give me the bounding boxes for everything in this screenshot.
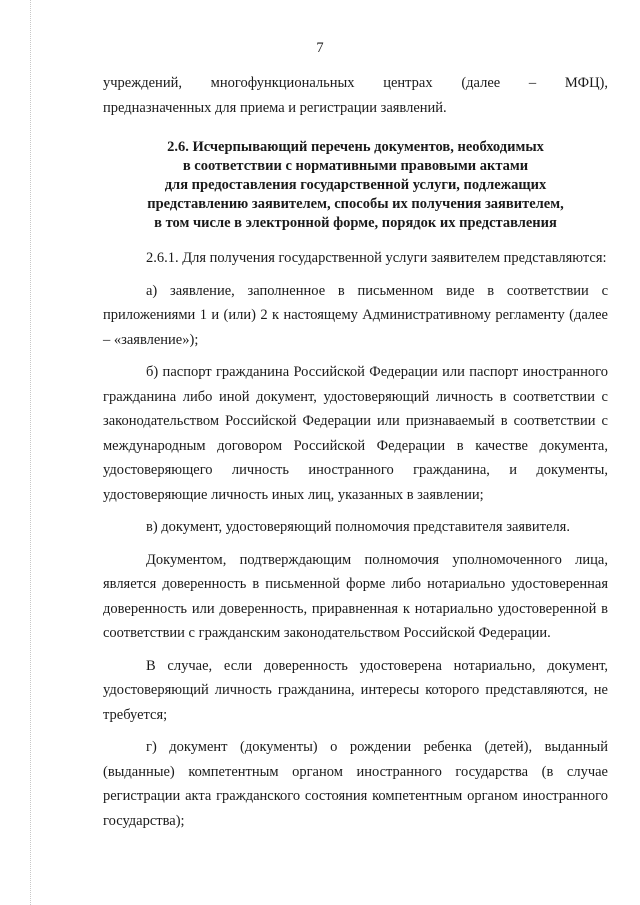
section-title-line: в соответствии с нормативными правовыми актами (182, 158, 529, 174)
section-title-line: в том числе в электронной форме, порядок их представления (154, 215, 557, 231)
section-title-line: 2.6. Исчерпывающий перечень документов, необходимых (167, 139, 544, 155)
paragraph-item-g: г) документ (документы) о рождении ребенка (детей), выданный (выданные) компетентным органом иностранного государства (в случае регистрации акта гражданского состояния компетентным органом иностранного государства); (103, 739, 608, 829)
intro-line-1: учреждений, многофункциональных центрах (далее – МФЦ), (103, 75, 608, 91)
section-2-6-title (103, 138, 608, 233)
page-number: 7 (316, 40, 324, 56)
paragraph-item-a: а) заявление, заполненное в письменном виде в соответствии с приложениями 1 и (или) 2 к настоящему Административному регламенту (далее – «заявление»); (103, 282, 608, 348)
paragraph-2-6-1: 2.6.1. Для получения государственной услуги заявителем представляются: (146, 250, 607, 266)
paragraph-notary: В случае, если доверенность удостоверена нотариально, документ, удостоверяющий личность гражданина, интересы которого представляются, не требуется; (103, 657, 608, 723)
paragraph-item-b: б) паспорт гражданина Российской Федерации или паспорт иностранного гражданина либо иной документ, удостоверяющий личность в соответствии с законодательством Российской Федерации или признаваемый в соответствии с международным договором Российской Федерации в качестве документа, удостоверяющего личность иностранного гражданина, и документы, удостоверяющие личность иных лиц, указанных в заявлении; (103, 364, 608, 503)
binding-edge-line (30, 0, 31, 905)
section-title-line: для предоставления государственной услуги, подлежащих (164, 177, 547, 193)
section-title-line: представлению заявителем, способы их получения заявителем, (147, 196, 564, 212)
paragraph-item-v: в) документ, удостоверяющий полномочия представителя заявителя. (146, 519, 570, 535)
intro-line-2: предназначенных для приема и регистрации заявлений. (103, 99, 447, 116)
document-body (103, 71, 608, 833)
paragraph-proxy: Документом, подтверждающим полномочия уполномоченного лица, является доверенность в письменной форме либо нотариально удостоверенная доверенность или доверенность, приравненная к нотариально удостоверенной в соответствии с гражданским законодательством Российской Федерации. (103, 551, 608, 641)
